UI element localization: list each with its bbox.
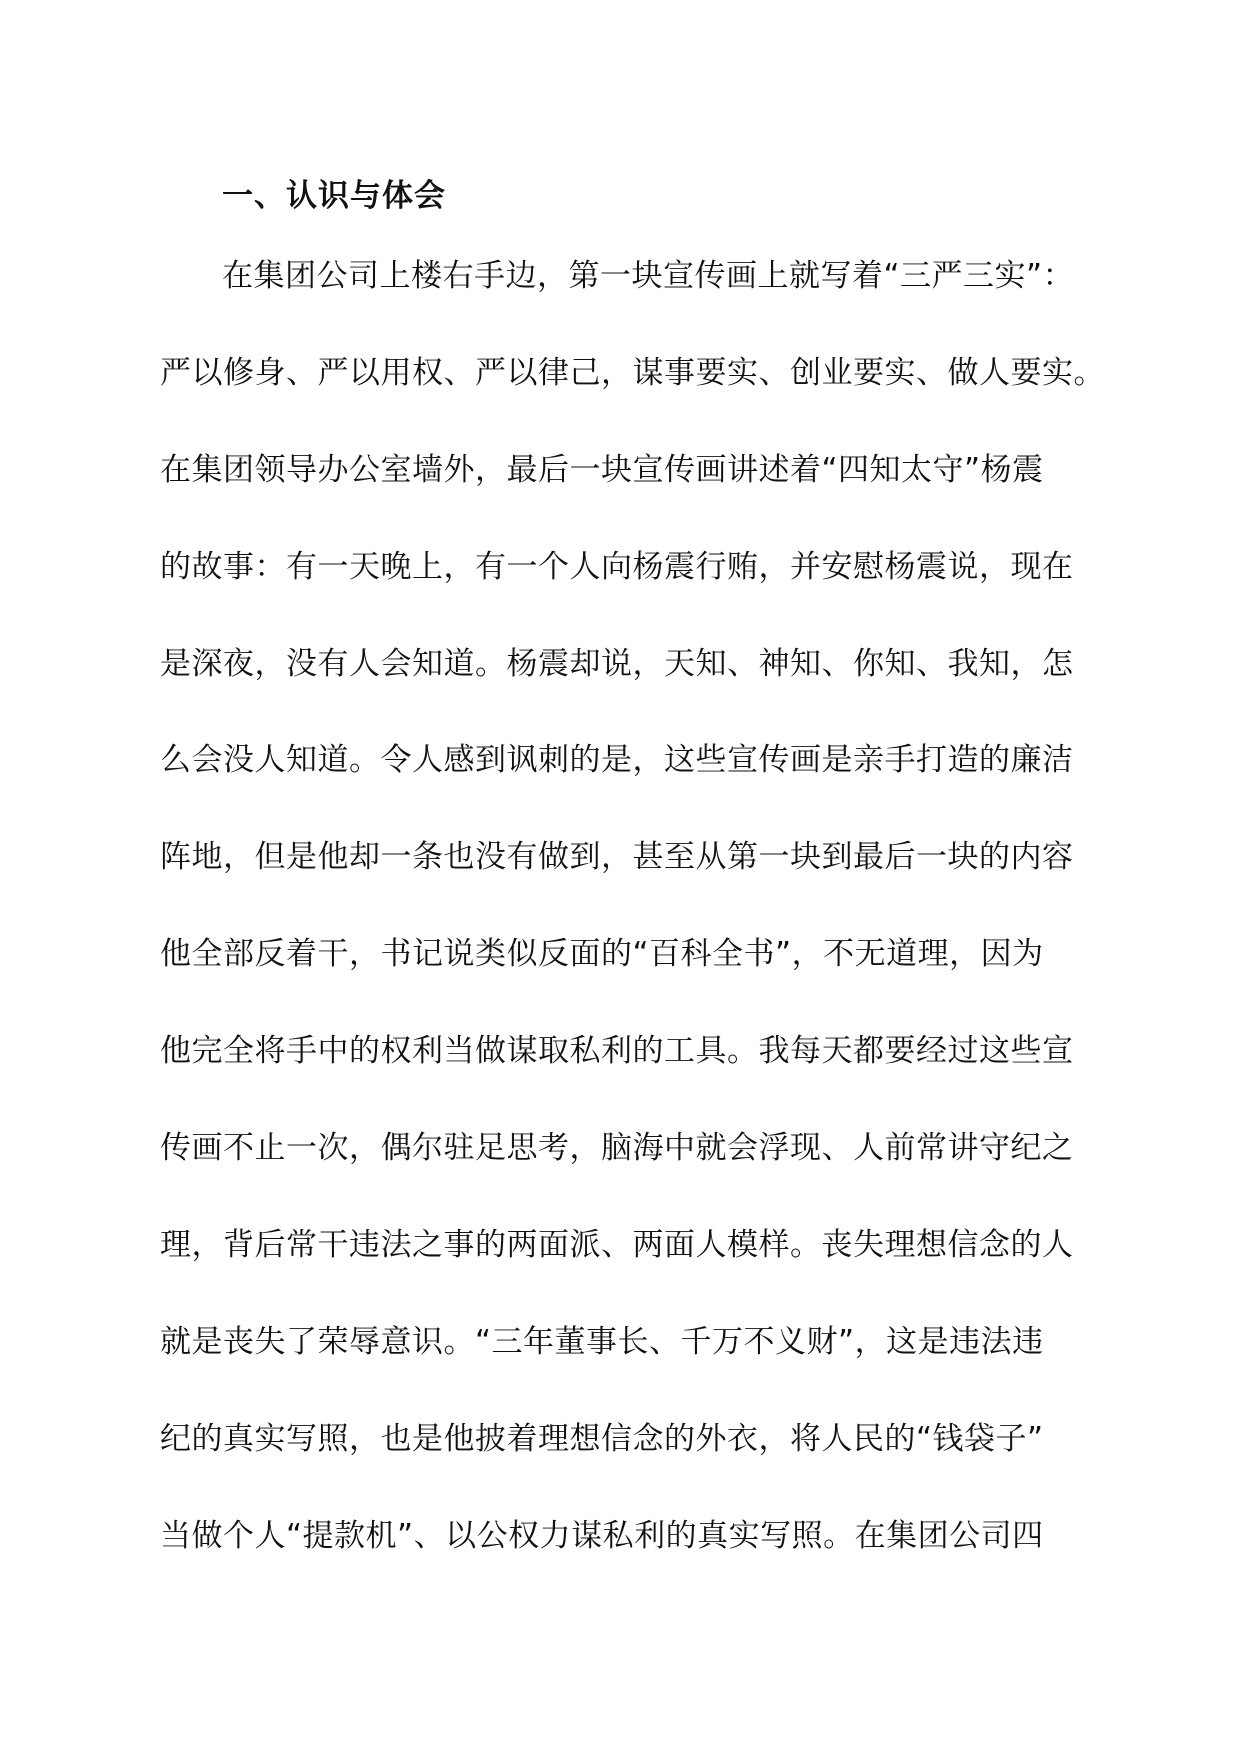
text-line: 在集团领导办公室墙外，最后一块宣传画讲述着“四知太守”杨震 (160, 451, 1044, 488)
body-paragraph (160, 252, 1120, 1608)
text-line: 在集团公司上楼右手边，第一块宣传画上就写着“三严三实”： (222, 258, 1075, 294)
text-line: 是深夜，没有人会知道。杨震却说，天知、神知、你知、我知，怎 (160, 645, 1074, 682)
text-line: 当做个人“提款机”、以公权力谋私利的真实写照。在集团公司四 (160, 1517, 1044, 1554)
text-line: 理，背后常干违法之事的两面派、两面人模样。丧失理想信念的人 (160, 1226, 1074, 1263)
text-line: 的故事：有一天晚上，有一个人向杨震行贿，并安慰杨震说，现在 (160, 548, 1074, 585)
section-heading: 一、认识与体会 (222, 178, 446, 214)
text-line: 他完全将手中的权利当做谋取私利的工具。我每天都要经过这些宣 (160, 1033, 1074, 1070)
text-line: 纪的真实写照，也是他披着理想信念的外衣，将人民的“钱袋子” (160, 1420, 1044, 1457)
text-line: 么会没人知道。令人感到讽刺的是，这些宣传画是亲手打造的廉洁 (160, 742, 1074, 779)
text-line: 传画不止一次，偶尔驻足思考，脑海中就会浮现、人前常讲守纪之 (160, 1130, 1074, 1167)
text-line: 他全部反着干，书记说类似反面的“百科全书”，不无道理，因为 (160, 936, 1044, 973)
text-line: 就是丧失了荣辱意识。“三年董事长、千万不义财”，这是违法违 (160, 1323, 1044, 1360)
text-line: 严以修身、严以用权、严以律己，谋事要实、创业要实、做人要实。 (160, 354, 1105, 391)
text-line: 阵地，但是他却一条也没有做到，甚至从第一块到最后一块的内容 (160, 839, 1074, 876)
